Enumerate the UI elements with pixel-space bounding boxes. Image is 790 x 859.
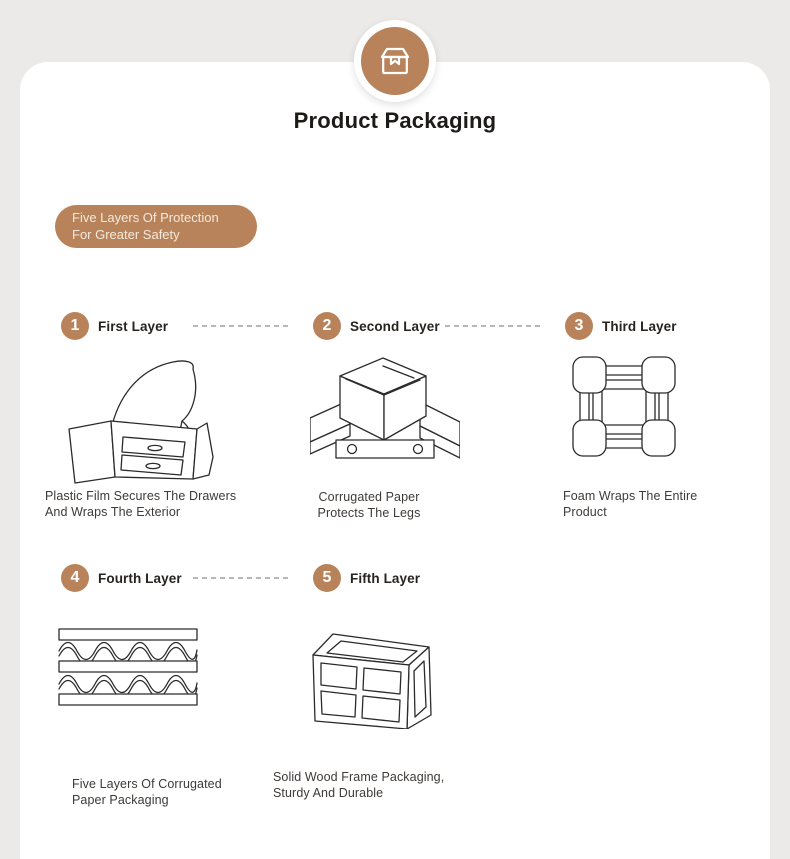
layer-first-header (61, 312, 289, 340)
page-title: Product Packaging (293, 108, 497, 133)
layer-number-badge: 2 (313, 312, 341, 340)
dashed-divider (193, 325, 289, 327)
layer-first-caption (45, 489, 313, 520)
caption-line: Corrugated Paper (318, 490, 420, 504)
layer-label: Third Layer (602, 318, 677, 334)
layer-second-caption (309, 490, 429, 521)
dashed-divider (445, 325, 541, 327)
five-layer-corrugated-board-illustration (61, 628, 313, 777)
protection-badge (55, 205, 257, 248)
layer-number-badge: 3 (565, 312, 593, 340)
corrugated-corner-protector-illustration (313, 354, 565, 490)
layers-row-1 (45, 312, 790, 521)
caption-line: Sturdy And Durable (273, 785, 384, 800)
layer-fourth-header (61, 564, 289, 592)
layer-fifth-caption (273, 770, 565, 801)
layers-row-2 (61, 564, 790, 808)
plastic-film-wrapped-drawers-illustration (61, 353, 313, 489)
hero-icon-circle (354, 20, 436, 102)
layer-second (313, 312, 565, 521)
layer-fifth-header (313, 564, 541, 592)
caption-line: Product (563, 504, 607, 519)
layer-first (45, 312, 313, 521)
layer-third-caption (563, 489, 790, 520)
layer-label: Fourth Layer (98, 570, 182, 586)
layer-number-badge: 1 (61, 312, 89, 340)
package-box-icon (361, 27, 429, 95)
caption-line: Protects The Legs (317, 505, 421, 520)
layer-label: Fifth Layer (350, 570, 421, 586)
protection-badge-line2: For Greater Safety (72, 226, 180, 242)
dashed-divider (193, 577, 289, 579)
layer-number-badge: 4 (61, 564, 89, 592)
layer-third-header (565, 312, 790, 340)
layer-fifth (273, 564, 565, 808)
foam-edge-frame-illustration (565, 353, 790, 489)
caption-line: Solid Wood Frame Packaging, (273, 770, 445, 784)
caption-line: And Wraps The Exterior (45, 504, 181, 519)
layer-third (565, 312, 790, 521)
caption-line: Paper Packaging (72, 792, 169, 807)
layer-second-header (313, 312, 541, 340)
protection-badge-line1: Five Layers Of Protection (72, 210, 219, 225)
caption-line: Plastic Film Secures The Drawers (45, 489, 237, 503)
layer-number-badge: 5 (313, 564, 341, 592)
layer-label: Second Layer (350, 318, 440, 334)
caption-line: Five Layers Of Corrugated (72, 777, 222, 791)
solid-wood-frame-crate-illustration (313, 621, 565, 770)
caption-line: Foam Wraps The Entire (563, 489, 698, 503)
layer-label: First Layer (98, 318, 169, 334)
